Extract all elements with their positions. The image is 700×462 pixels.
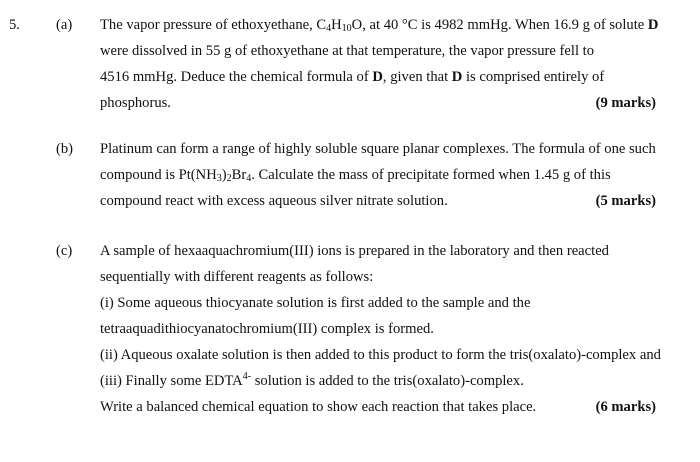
part-c-marks: (6 marks)	[595, 399, 656, 415]
part-b-line-3-text: compound react with excess aqueous silver nitrate solution.	[100, 193, 448, 209]
part-c-line-6	[100, 368, 680, 394]
part-b-line-2-paren: )	[221, 167, 227, 183]
part-c-line-6-text: (iii) Finally some EDTA	[100, 373, 243, 389]
solute-d-bold: D	[372, 69, 383, 85]
subscript-4: 4	[326, 23, 332, 34]
part-a-marks: (9 marks)	[595, 95, 656, 111]
part-a-line-1-h: H	[331, 17, 342, 33]
part-a-line-1	[100, 12, 680, 38]
part-b-line-2	[100, 162, 680, 188]
part-a-body	[100, 12, 680, 116]
subscript-10: 10	[341, 23, 352, 34]
part-b-line-1: Platinum can form a range of highly soluble square planar complexes. The formula of one such	[100, 141, 656, 157]
part-c-line-3: (i) Some aqueous thiocyanate solution is first added to the sample and the	[100, 295, 531, 311]
part-b-line-2-text: compound is Pt(NH	[100, 167, 217, 183]
part-c-line-1: A sample of hexaaquachromium(III) ions is prepared in the laboratory and then reacted	[100, 243, 609, 259]
subscript-3: 3	[216, 173, 222, 184]
part-a-line-4	[100, 90, 680, 116]
question-number: 5.	[9, 17, 20, 33]
subscript-2: 2	[226, 173, 232, 184]
part-c-body	[100, 238, 680, 420]
part-a-line-3-mid: , given that	[382, 69, 452, 85]
part-a-line-3-text: 4516 mmHg. Deduce the chemical formula of	[100, 69, 373, 85]
part-a-label: (a)	[56, 17, 73, 33]
part-b-line-2-rest: . Calculate the mass of precipitate formed when 1.45 g of this	[251, 167, 611, 183]
part-b-label: (b)	[56, 141, 74, 157]
solute-d-bold: D	[647, 17, 659, 33]
part-a-line-2: were dissolved in 55 g of ethoxyethane at that temperature, the vapor pressure fell to	[100, 43, 594, 59]
part-c-label: (c)	[56, 243, 73, 259]
solute-d-bold: D	[451, 69, 463, 85]
part-c-line-7	[100, 394, 680, 420]
part-c-line-4: tetraaquadithiocyanatochromium(III) complex is formed.	[100, 321, 434, 337]
part-a-line-3	[100, 64, 680, 90]
part-a-line-4-text: phosphorus.	[100, 95, 171, 111]
part-c-line-7-text: Write a balanced chemical equation to show each reaction that takes place.	[100, 399, 537, 415]
superscript-4-minus: 4-	[242, 371, 252, 382]
part-c-line-5: (ii) Aqueous oxalate solution is then added to this product to form the tris(oxalato)-complex and	[100, 347, 661, 363]
part-b-line-3	[100, 188, 680, 214]
part-a-line-1-text: The vapor pressure of ethoxyethane, C	[100, 17, 327, 33]
part-b-line-2-br: Br	[231, 167, 247, 183]
subscript-4: 4	[246, 173, 252, 184]
part-c-line-2: sequentially with different reagents as follows:	[100, 269, 374, 285]
part-c-line-6-rest: solution is added to the tris(oxalato)-complex.	[251, 373, 524, 389]
part-b-marks: (5 marks)	[595, 193, 656, 209]
part-a-line-3-rest: is comprised entirely of	[462, 69, 605, 85]
part-b-body	[100, 136, 680, 214]
part-a-line-1-rest: O, at 40 °C is 4982 mmHg. When 16.9 g of solute	[351, 17, 648, 33]
